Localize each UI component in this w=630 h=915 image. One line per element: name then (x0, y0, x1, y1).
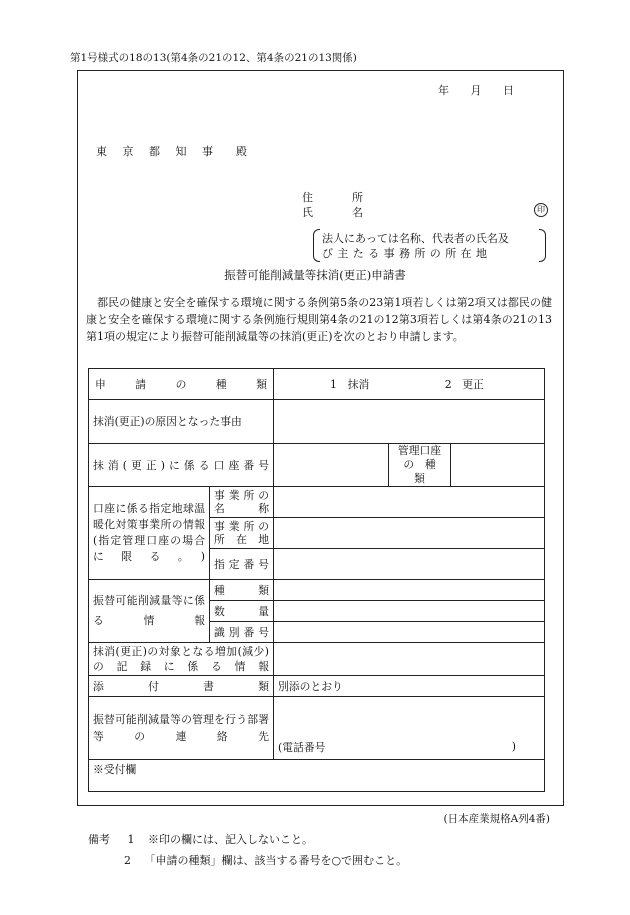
date-year: 年 (438, 84, 449, 97)
designation-number-field[interactable] (274, 549, 545, 580)
seal-mark: 印 (534, 203, 548, 217)
date-day: 日 (503, 84, 514, 97)
reception-field (89, 760, 545, 792)
note-1 (88, 831, 313, 847)
designation-number-label: 指定番号 (210, 549, 274, 580)
attachments-label: 添 付 書 類 (89, 676, 274, 697)
corp-note-line2: び主たる事務所の所在地 (322, 247, 492, 260)
kind-label: 種 類 (210, 580, 274, 601)
jis-size-note: (日本産業規格A列4番) (443, 813, 550, 825)
note-1-text: ※印の欄には、記入しないこと。 (148, 833, 313, 846)
notes-head: 備考 (88, 833, 110, 846)
note-2-no: 2 (124, 854, 131, 867)
application-table (88, 368, 545, 792)
contact-label: 振替可能削減量等の管理を行う部署等の連絡先 (89, 697, 274, 760)
note-1-no: 1 (127, 833, 135, 846)
identification-number-label: 識別番号 (210, 622, 274, 643)
corp-note (313, 229, 546, 260)
record-info-field[interactable] (274, 643, 545, 676)
facility-name-label-1: 事業所の (214, 489, 270, 502)
facility-name-label-2: 名 称 (214, 502, 270, 515)
account-type-label (389, 444, 451, 487)
account-number-field[interactable] (274, 444, 389, 487)
reception-label: ※受付欄 (93, 763, 137, 776)
reason-label: 抹消(更正)の原因となった事由 (89, 400, 274, 444)
address-label: 住 所 (302, 191, 377, 204)
date-line (438, 82, 532, 98)
date-month: 月 (470, 84, 482, 97)
kind-field[interactable] (274, 580, 545, 601)
right-bracket (539, 229, 546, 262)
corp-note-line1: 法人にあっては名称、代表者の氏名及 (322, 232, 509, 245)
record-info-label: 抹消(更正)の対象となる増加(減少)の記録に係る情報 (89, 643, 274, 676)
facility-info-label: 口座に係る指定地球温暖化対策事業所の情報(指定管理口座の場合に限る。) (89, 487, 210, 580)
quantity-label: 数 量 (210, 601, 274, 622)
reduction-info-label: 振替可能削減量等に係る情報 (89, 580, 210, 643)
option-correct[interactable]: 2 更正 (444, 377, 484, 391)
left-bracket (313, 229, 320, 262)
attachments-value: 別添のとおり (274, 676, 545, 697)
quantity-field[interactable] (274, 601, 545, 622)
form-id: 第1号様式の18の13(第4条の21の12、第4条の21の13関係) (70, 52, 357, 64)
contact-field[interactable] (274, 697, 545, 760)
facility-name-label (210, 487, 274, 518)
name-label: 氏 名 (302, 206, 377, 219)
identification-number-field[interactable] (274, 622, 545, 643)
account-type-field[interactable] (451, 444, 545, 487)
option-delete[interactable]: 1 抹消 (330, 377, 370, 391)
facility-address-field[interactable] (274, 518, 545, 549)
phone-close: ) (511, 740, 517, 753)
body-paragraph (86, 294, 552, 345)
reason-field[interactable] (274, 400, 545, 444)
document-title: 振替可能削減量等抹消(更正)申請書 (224, 268, 406, 282)
note-2 (124, 852, 407, 868)
account-type-label-1: 管理口座 (397, 444, 442, 457)
application-type-options[interactable] (274, 369, 545, 400)
account-number-label: 抹消(更正)に係る口座番号 (89, 444, 274, 487)
note-2-text: 「申請の種類」欄は、該当する番号を○で囲むこと。 (144, 854, 408, 867)
facility-address-label (210, 518, 274, 549)
addressee: 東 京 都 知 事 殿 (96, 145, 253, 158)
facility-address-label-2: 所 在 地 (214, 533, 270, 546)
application-type-label: 申 請 の 種 類 (89, 369, 274, 400)
facility-name-field[interactable] (274, 487, 545, 518)
phone-label: (電話番号 (278, 741, 326, 754)
body-text: 都民の健康と安全を確保する環境に関する条例第5条の23第1項若しくは第2項又は都民の健康と安全を確保する環境に関する条例施行規則第4条の21の12第3項若しくは第4条の21の13第1項の規定により振替可能削減量等の抹消(更正)を次のとおり申請します。 (86, 296, 553, 343)
account-type-label-2: の 種 類 (403, 458, 447, 485)
facility-address-label-1: 事業所の (214, 520, 270, 533)
